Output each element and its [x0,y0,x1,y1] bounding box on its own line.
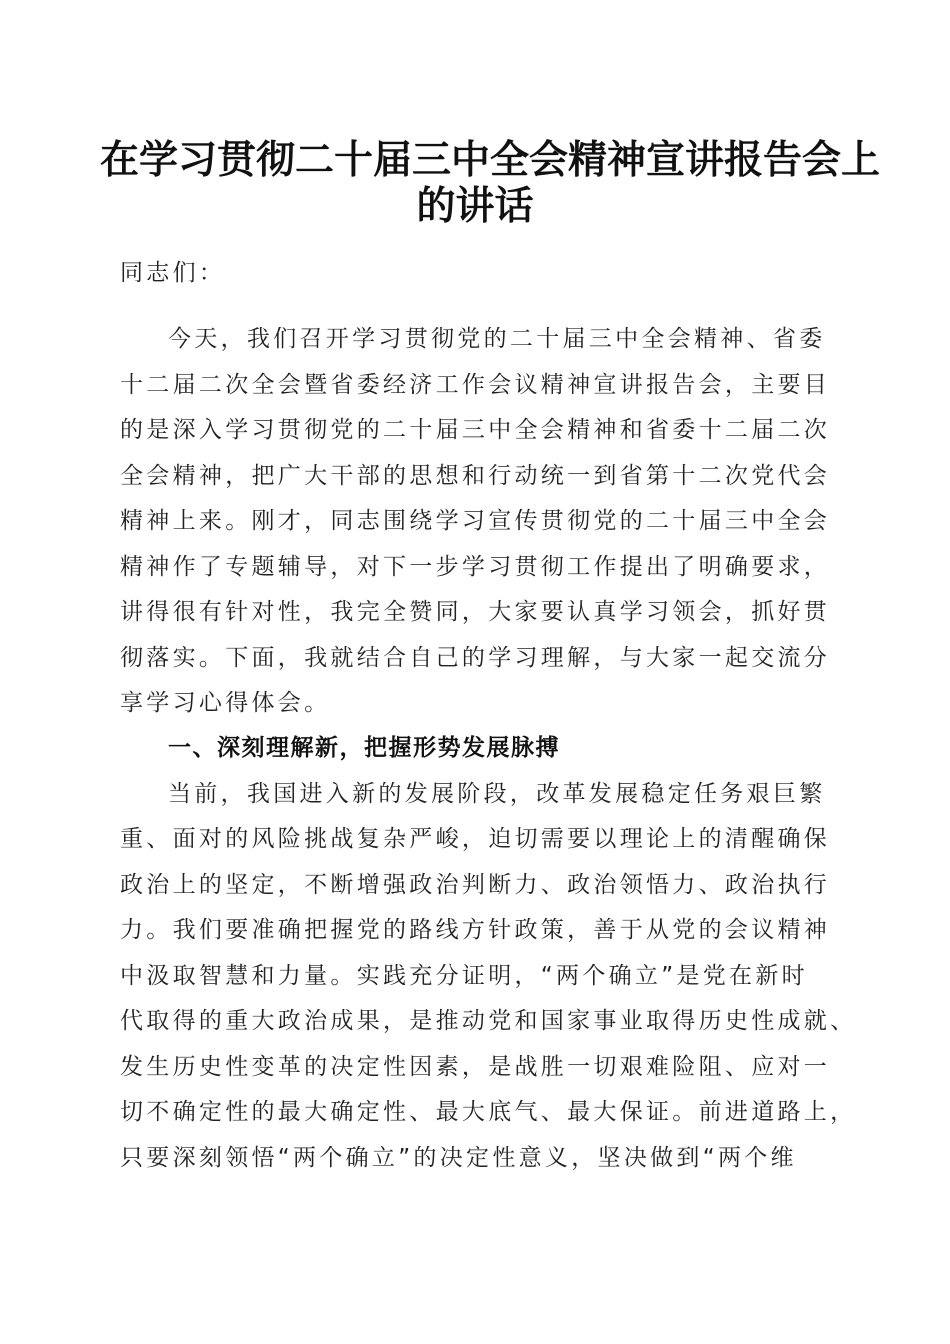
paragraph-1-line: 的是深入学习贯彻党的二十届三中全会精神和省委十二届二次 [120,417,831,443]
paragraph-2-line: 重、面对的风险挑战复杂严峻，迫切需要以理论上的清醒确保 [120,826,831,852]
paragraph-1-line: 全会精神，把广大干部的思想和行动统一到省第十二次党代会 [120,463,831,489]
paragraph-1-line: 十二届二次全会暨省委经济工作会议精神宣讲报告会，主要目 [120,372,831,398]
paragraph-1-line: 精神作了专题辅导，对下一步学习贯彻工作提出了明确要求， [120,554,831,580]
paragraph-1-line: 今天，我们召开学习贯彻党的二十届三中全会精神、省委 [168,326,826,352]
document-title-line-1: 在学习贯彻二十届三中全会精神宣讲报告会上 [100,137,881,183]
salutation: 同志们： [120,260,226,286]
paragraph-2-line: 当前，我国进入新的发展阶段，改革发展稳定任务艰巨繁 [168,781,826,807]
paragraph-1-line: 享学习心得体会。 [120,690,331,716]
paragraph-2-line: 中汲取智慧和力量。实践充分证明，“两个确立”是党在新时 [120,963,808,989]
paragraph-1-line: 讲得很有针对性，我完全赞同，大家要认真学习领会，抓好贯 [120,599,831,625]
paragraph-2-line: 政治上的坚定，不断增强政治判断力、政治领悟力、政治执行 [120,872,831,898]
paragraph-2-line: 力。我们要准确把握党的路线方针政策，善于从党的会议精神 [120,917,831,943]
paragraph-1-line: 彻落实。下面，我就结合自己的学习理解，与大家一起交流分 [120,645,831,671]
section-heading: 一、深刻理解新，把握形势发展脉搏 [168,735,560,761]
document-title-line-2: 的讲话 [416,183,534,229]
paragraph-2-line: 发生历史性变革的决定性因素，是战胜一切艰难险阻、应对一 [120,1054,831,1080]
paragraph-2-line: 切不确定性的最大确定性、最大底气、最大保证。前进道路上， [120,1099,857,1125]
paragraph-1-line: 精神上来。刚才，同志围绕学习宣传贯彻党的二十届三中全会 [120,508,831,534]
paragraph-2-line: 代取得的重大政治成果，是推动党和国家事业取得历史性成就、 [120,1008,857,1034]
paragraph-2-line: 只要深刻领悟“两个确立”的决定性意义，坚决做到“两个维 [120,1145,797,1171]
